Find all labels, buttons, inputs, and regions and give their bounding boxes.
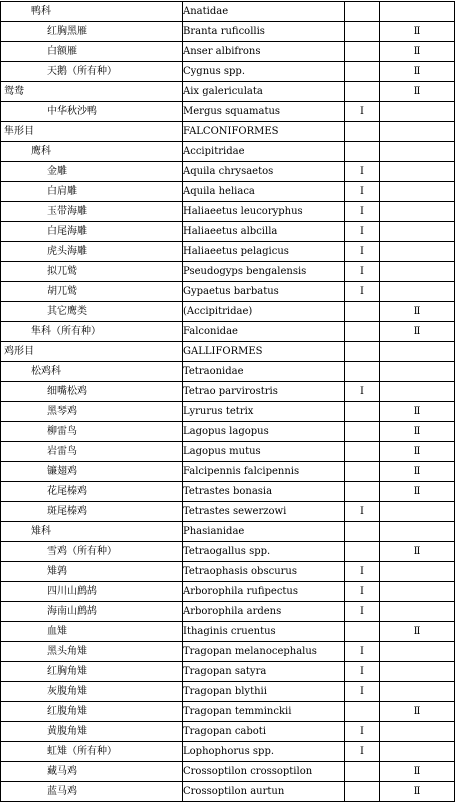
class-2-protection-cell xyxy=(380,342,455,362)
chinese-name-cell: 鸡形目 xyxy=(1,342,183,362)
chinese-name-cell: 雪鸡（所有种） xyxy=(1,542,183,562)
chinese-name-cell: 中华秋沙鸭 xyxy=(1,102,183,122)
table-row xyxy=(1,602,455,622)
table-row xyxy=(1,122,455,142)
table-row xyxy=(1,82,455,102)
table-row xyxy=(1,642,455,662)
table-row xyxy=(1,42,455,62)
chinese-name-cell: 黄腹角雉 xyxy=(1,722,183,742)
table-row xyxy=(1,442,455,462)
latin-name-cell: Branta ruficollis xyxy=(183,22,345,42)
chinese-name-cell: 红胸黑雁 xyxy=(1,22,183,42)
latin-name-cell: Crossoptilon aurtun xyxy=(183,782,345,802)
class-1-protection-cell xyxy=(345,522,380,542)
class-2-protection-cell: Ⅱ xyxy=(380,462,455,482)
class-2-protection-cell: Ⅱ xyxy=(380,302,455,322)
chinese-name-cell: 鸳鸯 xyxy=(1,82,183,102)
table-row xyxy=(1,722,455,742)
table-row xyxy=(1,462,455,482)
class-2-protection-cell xyxy=(380,682,455,702)
class-1-protection-cell: Ⅰ xyxy=(345,222,380,242)
class-1-protection-cell: Ⅰ xyxy=(345,242,380,262)
latin-name-cell: Arborophila ardens xyxy=(183,602,345,622)
chinese-name-cell: 花尾榛鸡 xyxy=(1,482,183,502)
latin-name-cell: Tetraogallus spp. xyxy=(183,542,345,562)
class-2-protection-cell xyxy=(380,742,455,762)
table-row xyxy=(1,662,455,682)
chinese-name-cell: 黑头角雉 xyxy=(1,642,183,662)
table-row xyxy=(1,562,455,582)
class-2-protection-cell: Ⅱ xyxy=(380,702,455,722)
chinese-name-cell: 柳雷鸟 xyxy=(1,422,183,442)
table-row xyxy=(1,2,455,22)
class-1-protection-cell: Ⅰ xyxy=(345,382,380,402)
class-2-protection-cell: Ⅱ xyxy=(380,482,455,502)
table-row xyxy=(1,482,455,502)
class-1-protection-cell xyxy=(345,302,380,322)
table-row xyxy=(1,262,455,282)
class-1-protection-cell xyxy=(345,82,380,102)
class-1-protection-cell: Ⅰ xyxy=(345,722,380,742)
latin-name-cell: Falcipennis falcipennis xyxy=(183,462,345,482)
class-1-protection-cell: Ⅰ xyxy=(345,502,380,522)
chinese-name-cell: 其它鹰类 xyxy=(1,302,183,322)
table-row xyxy=(1,242,455,262)
class-1-protection-cell xyxy=(345,782,380,802)
chinese-name-cell: 雉科 xyxy=(1,522,183,542)
latin-name-cell: Tragopan caboti xyxy=(183,722,345,742)
table-row xyxy=(1,402,455,422)
class-2-protection-cell: Ⅱ xyxy=(380,42,455,62)
latin-name-cell: Tragopan satyra xyxy=(183,662,345,682)
species-protection-table xyxy=(0,1,455,802)
table-row xyxy=(1,362,455,382)
table-row xyxy=(1,222,455,242)
chinese-name-cell: 白尾海雕 xyxy=(1,222,183,242)
class-2-protection-cell xyxy=(380,122,455,142)
chinese-name-cell: 拟兀鹫 xyxy=(1,262,183,282)
latin-name-cell: Aquila heliaca xyxy=(183,182,345,202)
chinese-name-cell: 隼形目 xyxy=(1,122,183,142)
latin-name-cell: Aquila chrysaetos xyxy=(183,162,345,182)
table-row xyxy=(1,742,455,762)
class-1-protection-cell xyxy=(345,622,380,642)
class-1-protection-cell xyxy=(345,362,380,382)
class-1-protection-cell: Ⅰ xyxy=(345,682,380,702)
class-1-protection-cell xyxy=(345,142,380,162)
table-row xyxy=(1,702,455,722)
table-row xyxy=(1,342,455,362)
latin-name-cell: Haliaeetus pelagicus xyxy=(183,242,345,262)
latin-name-cell: Lophophorus spp. xyxy=(183,742,345,762)
class-2-protection-cell xyxy=(380,602,455,622)
latin-name-cell: Tragopan temminckii xyxy=(183,702,345,722)
latin-name-cell: Haliaeetus albcilla xyxy=(183,222,345,242)
class-1-protection-cell xyxy=(345,42,380,62)
latin-name-cell: (Accipitridae) xyxy=(183,302,345,322)
latin-name-cell: Ithaginis cruentus xyxy=(183,622,345,642)
chinese-name-cell: 红腹角雉 xyxy=(1,702,183,722)
class-2-protection-cell: Ⅱ xyxy=(380,782,455,802)
latin-name-cell: FALCONIFORMES xyxy=(183,122,345,142)
class-1-protection-cell xyxy=(345,2,380,22)
latin-name-cell: Tetraophasis obscurus xyxy=(183,562,345,582)
chinese-name-cell: 藏马鸡 xyxy=(1,762,183,782)
latin-name-cell: Falconidae xyxy=(183,322,345,342)
latin-name-cell: Tetrao parvirostris xyxy=(183,382,345,402)
class-2-protection-cell: Ⅱ xyxy=(380,402,455,422)
class-2-protection-cell: Ⅱ xyxy=(380,82,455,102)
table-row xyxy=(1,682,455,702)
class-2-protection-cell xyxy=(380,202,455,222)
class-2-protection-cell xyxy=(380,522,455,542)
chinese-name-cell: 斑尾榛鸡 xyxy=(1,502,183,522)
chinese-name-cell: 镰翅鸡 xyxy=(1,462,183,482)
class-1-protection-cell xyxy=(345,402,380,422)
class-2-protection-cell: Ⅱ xyxy=(380,622,455,642)
class-2-protection-cell: Ⅱ xyxy=(380,422,455,442)
class-1-protection-cell xyxy=(345,762,380,782)
table-row xyxy=(1,502,455,522)
class-1-protection-cell xyxy=(345,542,380,562)
table-row xyxy=(1,622,455,642)
class-2-protection-cell: Ⅱ xyxy=(380,762,455,782)
table-row xyxy=(1,62,455,82)
latin-name-cell: Lyrurus tetrix xyxy=(183,402,345,422)
latin-name-cell: Arborophila rufipectus xyxy=(183,582,345,602)
class-1-protection-cell: Ⅰ xyxy=(345,642,380,662)
latin-name-cell: Aix galericulata xyxy=(183,82,345,102)
table-body xyxy=(1,2,455,802)
class-2-protection-cell: Ⅱ xyxy=(380,22,455,42)
latin-name-cell: Tragopan melanocephalus xyxy=(183,642,345,662)
chinese-name-cell: 细嘴松鸡 xyxy=(1,382,183,402)
chinese-name-cell: 虹雉（所有种） xyxy=(1,742,183,762)
chinese-name-cell: 天鹅（所有种） xyxy=(1,62,183,82)
class-1-protection-cell xyxy=(345,62,380,82)
class-2-protection-cell: Ⅱ xyxy=(380,442,455,462)
class-1-protection-cell xyxy=(345,342,380,362)
table-row xyxy=(1,102,455,122)
class-2-protection-cell xyxy=(380,582,455,602)
table-row xyxy=(1,542,455,562)
class-2-protection-cell xyxy=(380,562,455,582)
latin-name-cell: Tragopan blythii xyxy=(183,682,345,702)
class-2-protection-cell xyxy=(380,662,455,682)
chinese-name-cell: 黑琴鸡 xyxy=(1,402,183,422)
chinese-name-cell: 胡兀鹫 xyxy=(1,282,183,302)
class-1-protection-cell: Ⅰ xyxy=(345,282,380,302)
class-1-protection-cell: Ⅰ xyxy=(345,742,380,762)
class-2-protection-cell xyxy=(380,162,455,182)
latin-name-cell: Accipitridae xyxy=(183,142,345,162)
class-1-protection-cell: Ⅰ xyxy=(345,102,380,122)
class-1-protection-cell xyxy=(345,122,380,142)
latin-name-cell: Gypaetus barbatus xyxy=(183,282,345,302)
table-row xyxy=(1,142,455,162)
chinese-name-cell: 四川山鹧鸪 xyxy=(1,582,183,602)
table-row xyxy=(1,22,455,42)
class-2-protection-cell xyxy=(380,642,455,662)
class-2-protection-cell xyxy=(380,282,455,302)
class-1-protection-cell: Ⅰ xyxy=(345,202,380,222)
class-2-protection-cell: Ⅱ xyxy=(380,62,455,82)
latin-name-cell: Phasianidae xyxy=(183,522,345,542)
class-1-protection-cell: Ⅰ xyxy=(345,162,380,182)
chinese-name-cell: 白肩雕 xyxy=(1,182,183,202)
table-row xyxy=(1,782,455,802)
chinese-name-cell: 虎头海雕 xyxy=(1,242,183,262)
table-row xyxy=(1,302,455,322)
chinese-name-cell: 岩雷鸟 xyxy=(1,442,183,462)
latin-name-cell: Lagopus lagopus xyxy=(183,422,345,442)
latin-name-cell: Anser albifrons xyxy=(183,42,345,62)
class-1-protection-cell: Ⅰ xyxy=(345,662,380,682)
table-row xyxy=(1,322,455,342)
class-2-protection-cell: Ⅱ xyxy=(380,322,455,342)
table-row xyxy=(1,582,455,602)
class-2-protection-cell xyxy=(380,262,455,282)
chinese-name-cell: 白额雁 xyxy=(1,42,183,62)
class-2-protection-cell: Ⅱ xyxy=(380,542,455,562)
chinese-name-cell: 玉带海雕 xyxy=(1,202,183,222)
chinese-name-cell: 血雉 xyxy=(1,622,183,642)
chinese-name-cell: 隼科（所有种） xyxy=(1,322,183,342)
table-row xyxy=(1,762,455,782)
class-1-protection-cell: Ⅰ xyxy=(345,562,380,582)
class-2-protection-cell xyxy=(380,362,455,382)
class-1-protection-cell xyxy=(345,702,380,722)
latin-name-cell: Cygnus spp. xyxy=(183,62,345,82)
table-row xyxy=(1,162,455,182)
class-2-protection-cell xyxy=(380,142,455,162)
chinese-name-cell: 鹰科 xyxy=(1,142,183,162)
class-1-protection-cell: Ⅰ xyxy=(345,182,380,202)
chinese-name-cell: 金雕 xyxy=(1,162,183,182)
latin-name-cell: Lagopus mutus xyxy=(183,442,345,462)
latin-name-cell: Pseudogyps bengalensis xyxy=(183,262,345,282)
latin-name-cell: Anatidae xyxy=(183,2,345,22)
class-1-protection-cell: Ⅰ xyxy=(345,582,380,602)
latin-name-cell: GALLIFORMES xyxy=(183,342,345,362)
class-1-protection-cell xyxy=(345,482,380,502)
class-2-protection-cell xyxy=(380,222,455,242)
class-2-protection-cell xyxy=(380,242,455,262)
chinese-name-cell: 松鸡科 xyxy=(1,362,183,382)
class-1-protection-cell: Ⅰ xyxy=(345,262,380,282)
latin-name-cell: Tetrastes bonasia xyxy=(183,482,345,502)
latin-name-cell: Crossoptilon crossoptilon xyxy=(183,762,345,782)
latin-name-cell: Mergus squamatus xyxy=(183,102,345,122)
chinese-name-cell: 雉鹑 xyxy=(1,562,183,582)
chinese-name-cell: 红胸角雉 xyxy=(1,662,183,682)
table-row xyxy=(1,282,455,302)
class-1-protection-cell xyxy=(345,22,380,42)
class-2-protection-cell xyxy=(380,722,455,742)
class-1-protection-cell xyxy=(345,462,380,482)
table-row xyxy=(1,422,455,442)
class-2-protection-cell xyxy=(380,102,455,122)
latin-name-cell: Tetrastes sewerzowi xyxy=(183,502,345,522)
chinese-name-cell: 海南山鹧鸪 xyxy=(1,602,183,622)
chinese-name-cell: 灰腹角雉 xyxy=(1,682,183,702)
chinese-name-cell: 鸭科 xyxy=(1,2,183,22)
table-row xyxy=(1,382,455,402)
class-1-protection-cell: Ⅰ xyxy=(345,602,380,622)
latin-name-cell: Haliaeetus leucoryphus xyxy=(183,202,345,222)
table-row xyxy=(1,182,455,202)
class-2-protection-cell xyxy=(380,502,455,522)
table-row xyxy=(1,522,455,542)
class-1-protection-cell xyxy=(345,422,380,442)
table-row xyxy=(1,202,455,222)
class-2-protection-cell xyxy=(380,2,455,22)
chinese-name-cell: 蓝马鸡 xyxy=(1,782,183,802)
class-1-protection-cell xyxy=(345,322,380,342)
class-2-protection-cell xyxy=(380,382,455,402)
latin-name-cell: Tetraonidae xyxy=(183,362,345,382)
class-1-protection-cell xyxy=(345,442,380,462)
class-2-protection-cell xyxy=(380,182,455,202)
